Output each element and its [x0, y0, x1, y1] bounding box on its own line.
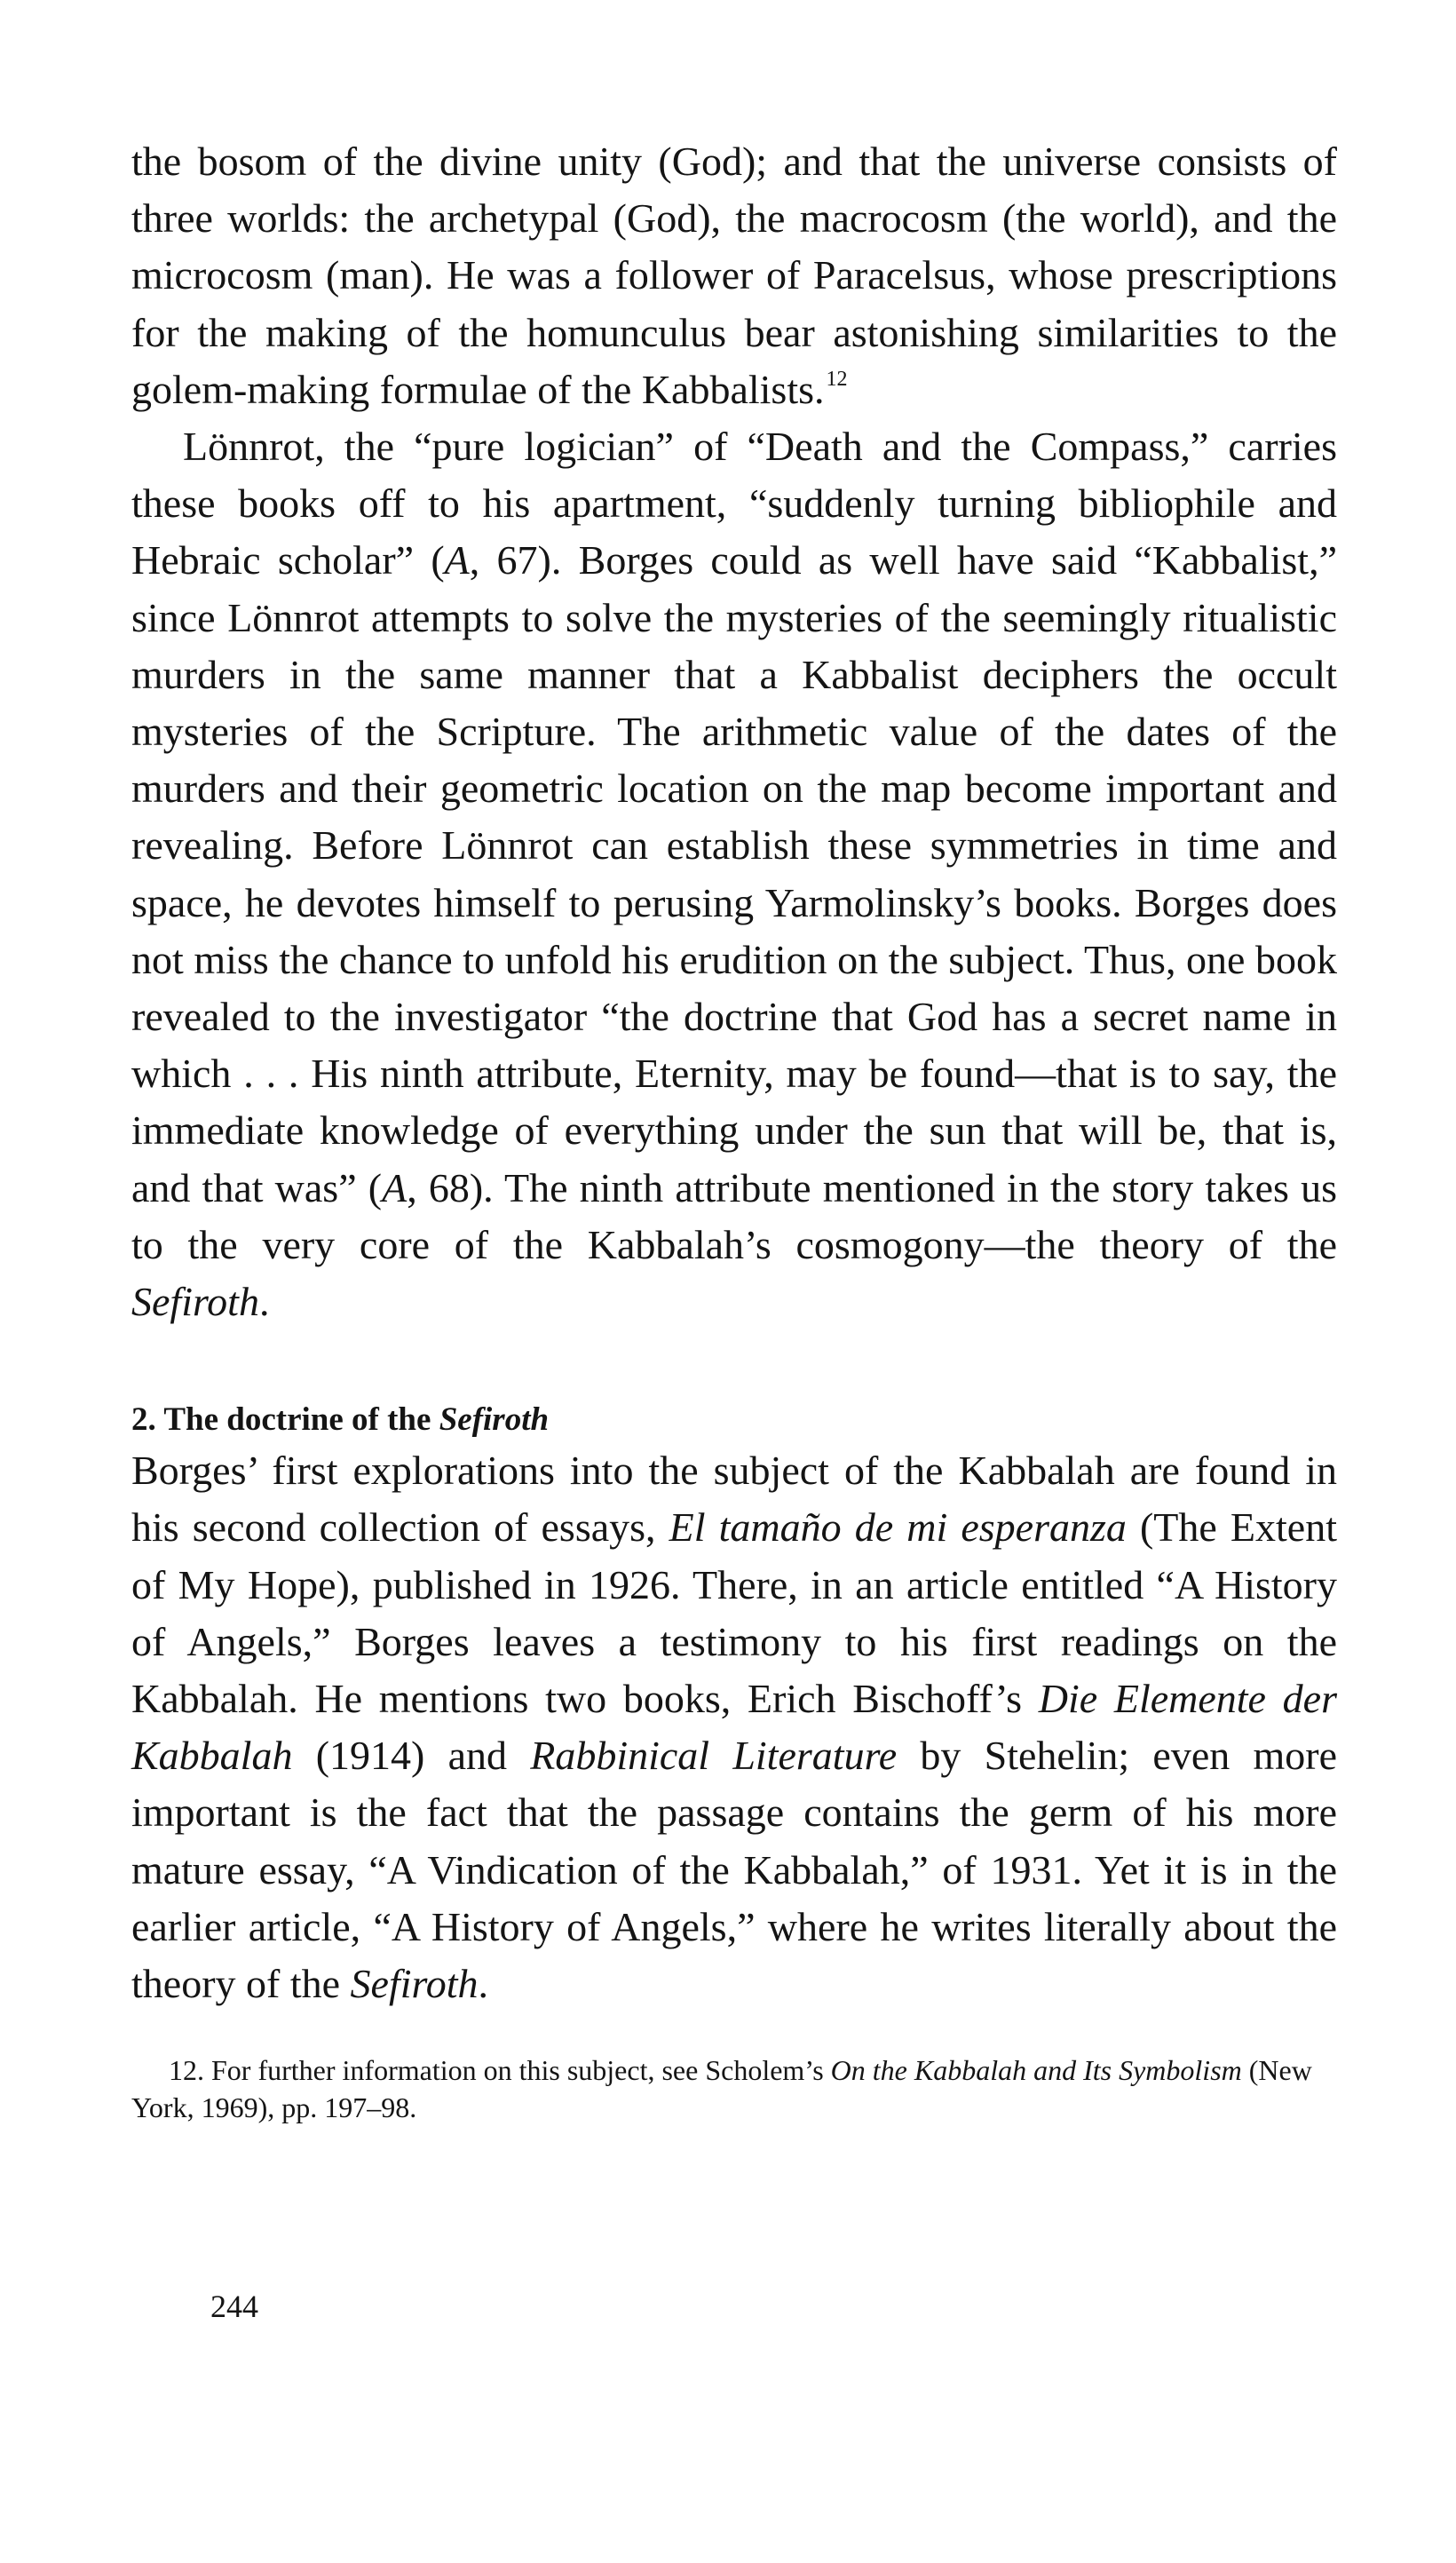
p3-italic-2: Die Elemente der Kabbalah — [131, 1676, 1337, 1779]
p3-italic-1: El tamaño de mi esperanza — [669, 1504, 1127, 1551]
footnote-italic-title: On the Kabbalah and Its Symbolism — [830, 2054, 1242, 2087]
p2-italic-sefiroth: Sefiroth — [131, 1279, 259, 1325]
paragraph-1 — [131, 133, 1337, 418]
section-heading-text: 2. The doctrine of the — [131, 1401, 439, 1439]
p3-italic-3: Rabbinical Literature — [530, 1733, 898, 1779]
p3-text-5: . — [478, 1961, 488, 2007]
footnote-reference-12[interactable]: 12 — [826, 367, 848, 391]
section-heading-italic: Sefiroth — [439, 1401, 550, 1439]
footnote-12 — [131, 2051, 1337, 2126]
footnote-text-2: (New York, 1969), pp. 197–98. — [131, 2054, 1312, 2124]
p2-text-4: . — [258, 1279, 270, 1325]
p3-italic-4: Sefiroth — [350, 1961, 479, 2007]
p2-text-2: , 67). Borges could as well have said “Kabbalist,” since Lönnrot attempts to solve the mysteries of the seemingly ritualistic murders in the same manner that a Kabbalist deciphers the occult mysteries of the Scripture. The arithmetic value of the dates of the murders and their geometric location on the map become important and revealing. Before Lönnrot can establish these symmetries in time and space, he devotes himself to perusing Yarmolinsky’s books. Borges does not miss the chance to unfold his erudition on the subject. Thus, one book revealed to the investigator “the doctrine that God has a secret name in which . . . His ninth attribute, Eternity, may be found—that is to say, the immediate knowledge of everything under the sun that will be, that is, and that was” ( — [131, 537, 1337, 1210]
p1-text-1: the bosom of the divine unity (God); and that the universe consists of three worlds: the archetypal (God), the macrocosm (the world), and the microcosm (man). He was a follower of Paracelsus, whose prescriptions for the making of the homunculus bear astonishing similarities to the golem-making formulae of the Kabbalists. — [131, 139, 1337, 412]
p3-text-4: by Stehelin; even more important is the fact that the passage contains the germ of his more mature essay, “A Vindication of the Kabbalah,” of 1931. Yet it is in the earlier article, “A History of Angels,” where he writes literally about the theory of the — [131, 1733, 1338, 2007]
paragraph-2 — [131, 418, 1337, 1330]
p2-italic-A-2: A — [382, 1164, 408, 1210]
page-number: 244 — [210, 2289, 258, 2324]
p2-text-3: , 68). The ninth attribute mentioned in the story takes us to the very core of the Kabbalah’s cosmogony—the theory of the — [131, 1164, 1338, 1267]
paragraph-3 — [131, 1442, 1337, 2012]
p2-text-1: Lönnrot, the “pure logician” of “Death and the Compass,” carries these books off to his apartment, “suddenly turning bibliophile and Hebraic scholar” ( — [131, 424, 1337, 583]
section-heading — [131, 1398, 1337, 1442]
p3-text-3: (1914) and — [292, 1733, 531, 1779]
footnote-text-1: 12. For further information on this subject, see Scholem’s — [169, 2054, 831, 2087]
p3-text-1: Borges’ first explorations into the subject of the Kabbalah are found in his second collection of essays, — [131, 1448, 1337, 1551]
p3-text-2: (The Extent of My Hope), published in 1926. There, in an article entitled “A History of Angels,” Borges leaves a testimony to his first readings on the Kabbalah. He mentions two books, Erich Bischoff’s — [131, 1504, 1337, 1722]
p2-italic-A-1: A — [444, 537, 470, 583]
page-body — [131, 133, 1337, 2126]
